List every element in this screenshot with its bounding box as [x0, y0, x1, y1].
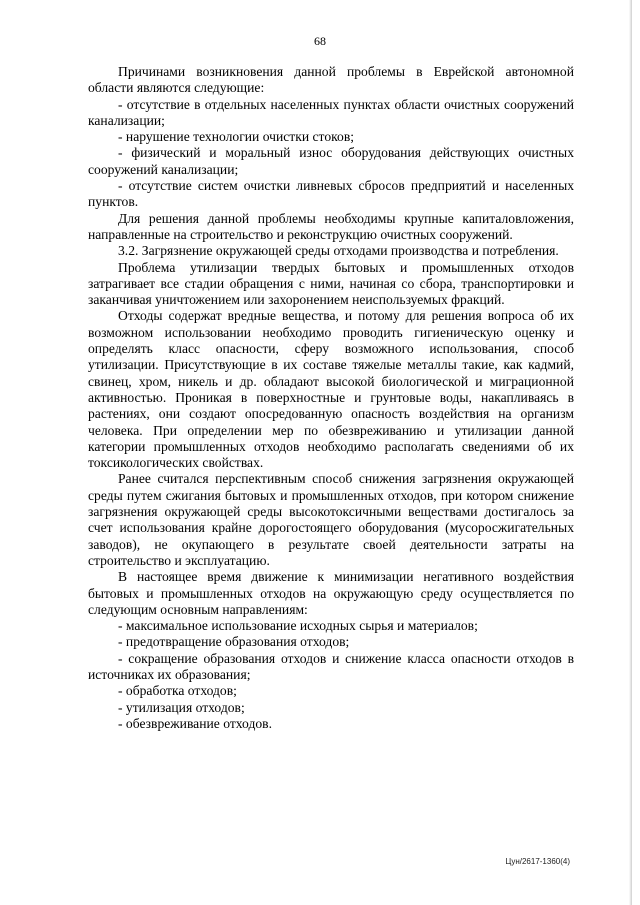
list-item-no-treatment-facilities: - отсутствие в отдельных населенных пунктах области очистных сооружений канализации;	[88, 96, 574, 128]
document-body	[88, 64, 574, 732]
paragraph-current-directions: В настоящее время движение к минимизации негативного воздействия бытовых и промышленных отходов на окружающую среду осуществляется по следующим основным направлениям:	[88, 569, 574, 617]
list-item-waste-neutralization: - обезвреживание отходов.	[118, 715, 272, 731]
paragraph-incineration: Ранее считался перспективным способ снижения загрязнения окружающей среды путем сжигания бытовых и промышленных отходов, при котором снижение загрязнения окружающей среды высокотоксичными веществами достигалось за счет использования крайне дорогостоящего оборудования (мусоросжигательных заводов), не окупающего в результате своей деятельности затраты на строительство и эксплуатацию.	[88, 471, 574, 568]
list-item-equipment-wear: - физический и моральный износ оборудования действующих очистных сооружений канализации;	[88, 145, 574, 177]
footer-document-code: Цун/2617-1360(4)	[505, 857, 570, 866]
list-item-max-use-materials: - максимальное использование исходных сырья и материалов;	[118, 618, 478, 634]
section-heading-3-2: 3.2. Загрязнение окружающей среды отходами производства и потребления.	[118, 243, 559, 259]
list-item-waste-processing: - обработка отходов;	[118, 683, 237, 699]
list-item-technology-violation: - нарушение технологии очистки стоков;	[118, 129, 355, 145]
page-number: 68	[314, 34, 326, 48]
list-item-prevent-waste: - предотвращение образования отходов;	[118, 634, 350, 650]
paragraph-waste-problem: Проблема утилизации твердых бытовых и промышленных отходов затрагивает все стадии обращения с ними, начиная со сбора, транспортировки и заканчивая уничтожением или захоронением неиспользуемых фракций.	[88, 259, 574, 308]
list-item-no-stormwater-treatment: - отсутствие систем очистки ливневых сбросов предприятий и населенных пунктов.	[88, 178, 574, 210]
paragraph-hazardous-substances: Отходы содержат вредные вещества, и потому для решения вопроса об их возможном использовании необходимо проводить гигиеническую оценку и определять класс опасности, сферу возможного использования, способ утилизации. Присутствующие в их составе тяжелые металлы такие, как кадмий, свинец, хром, никель и др. обладают высокой биологической и миграционной активностью. Проникая в поверхностные и грунтовые воды, накапливаясь в растениях, они создают опосредованную опасность воздействия на организм человека. При определении мер по обезвреживанию и утилизации данной категории промышленных отходов необходимо располагать сведениями об их токсикологических свойствах.	[88, 308, 574, 471]
list-item-waste-recycling: - утилизация отходов;	[118, 699, 245, 715]
list-item-reduce-waste-hazard: - сокращение образования отходов и снижение класса опасности отходов в источниках их образования;	[88, 650, 574, 682]
scan-edge-shadow	[629, 0, 632, 905]
paragraph-investment-needed: Для решения данной проблемы необходимы крупные капиталовложения, направленные на строительство и реконструкцию очистных сооружений.	[88, 210, 574, 242]
paragraph-causes-intro: Причинами возникновения данной проблемы в Еврейской автономной области являются следующие:	[88, 64, 574, 96]
